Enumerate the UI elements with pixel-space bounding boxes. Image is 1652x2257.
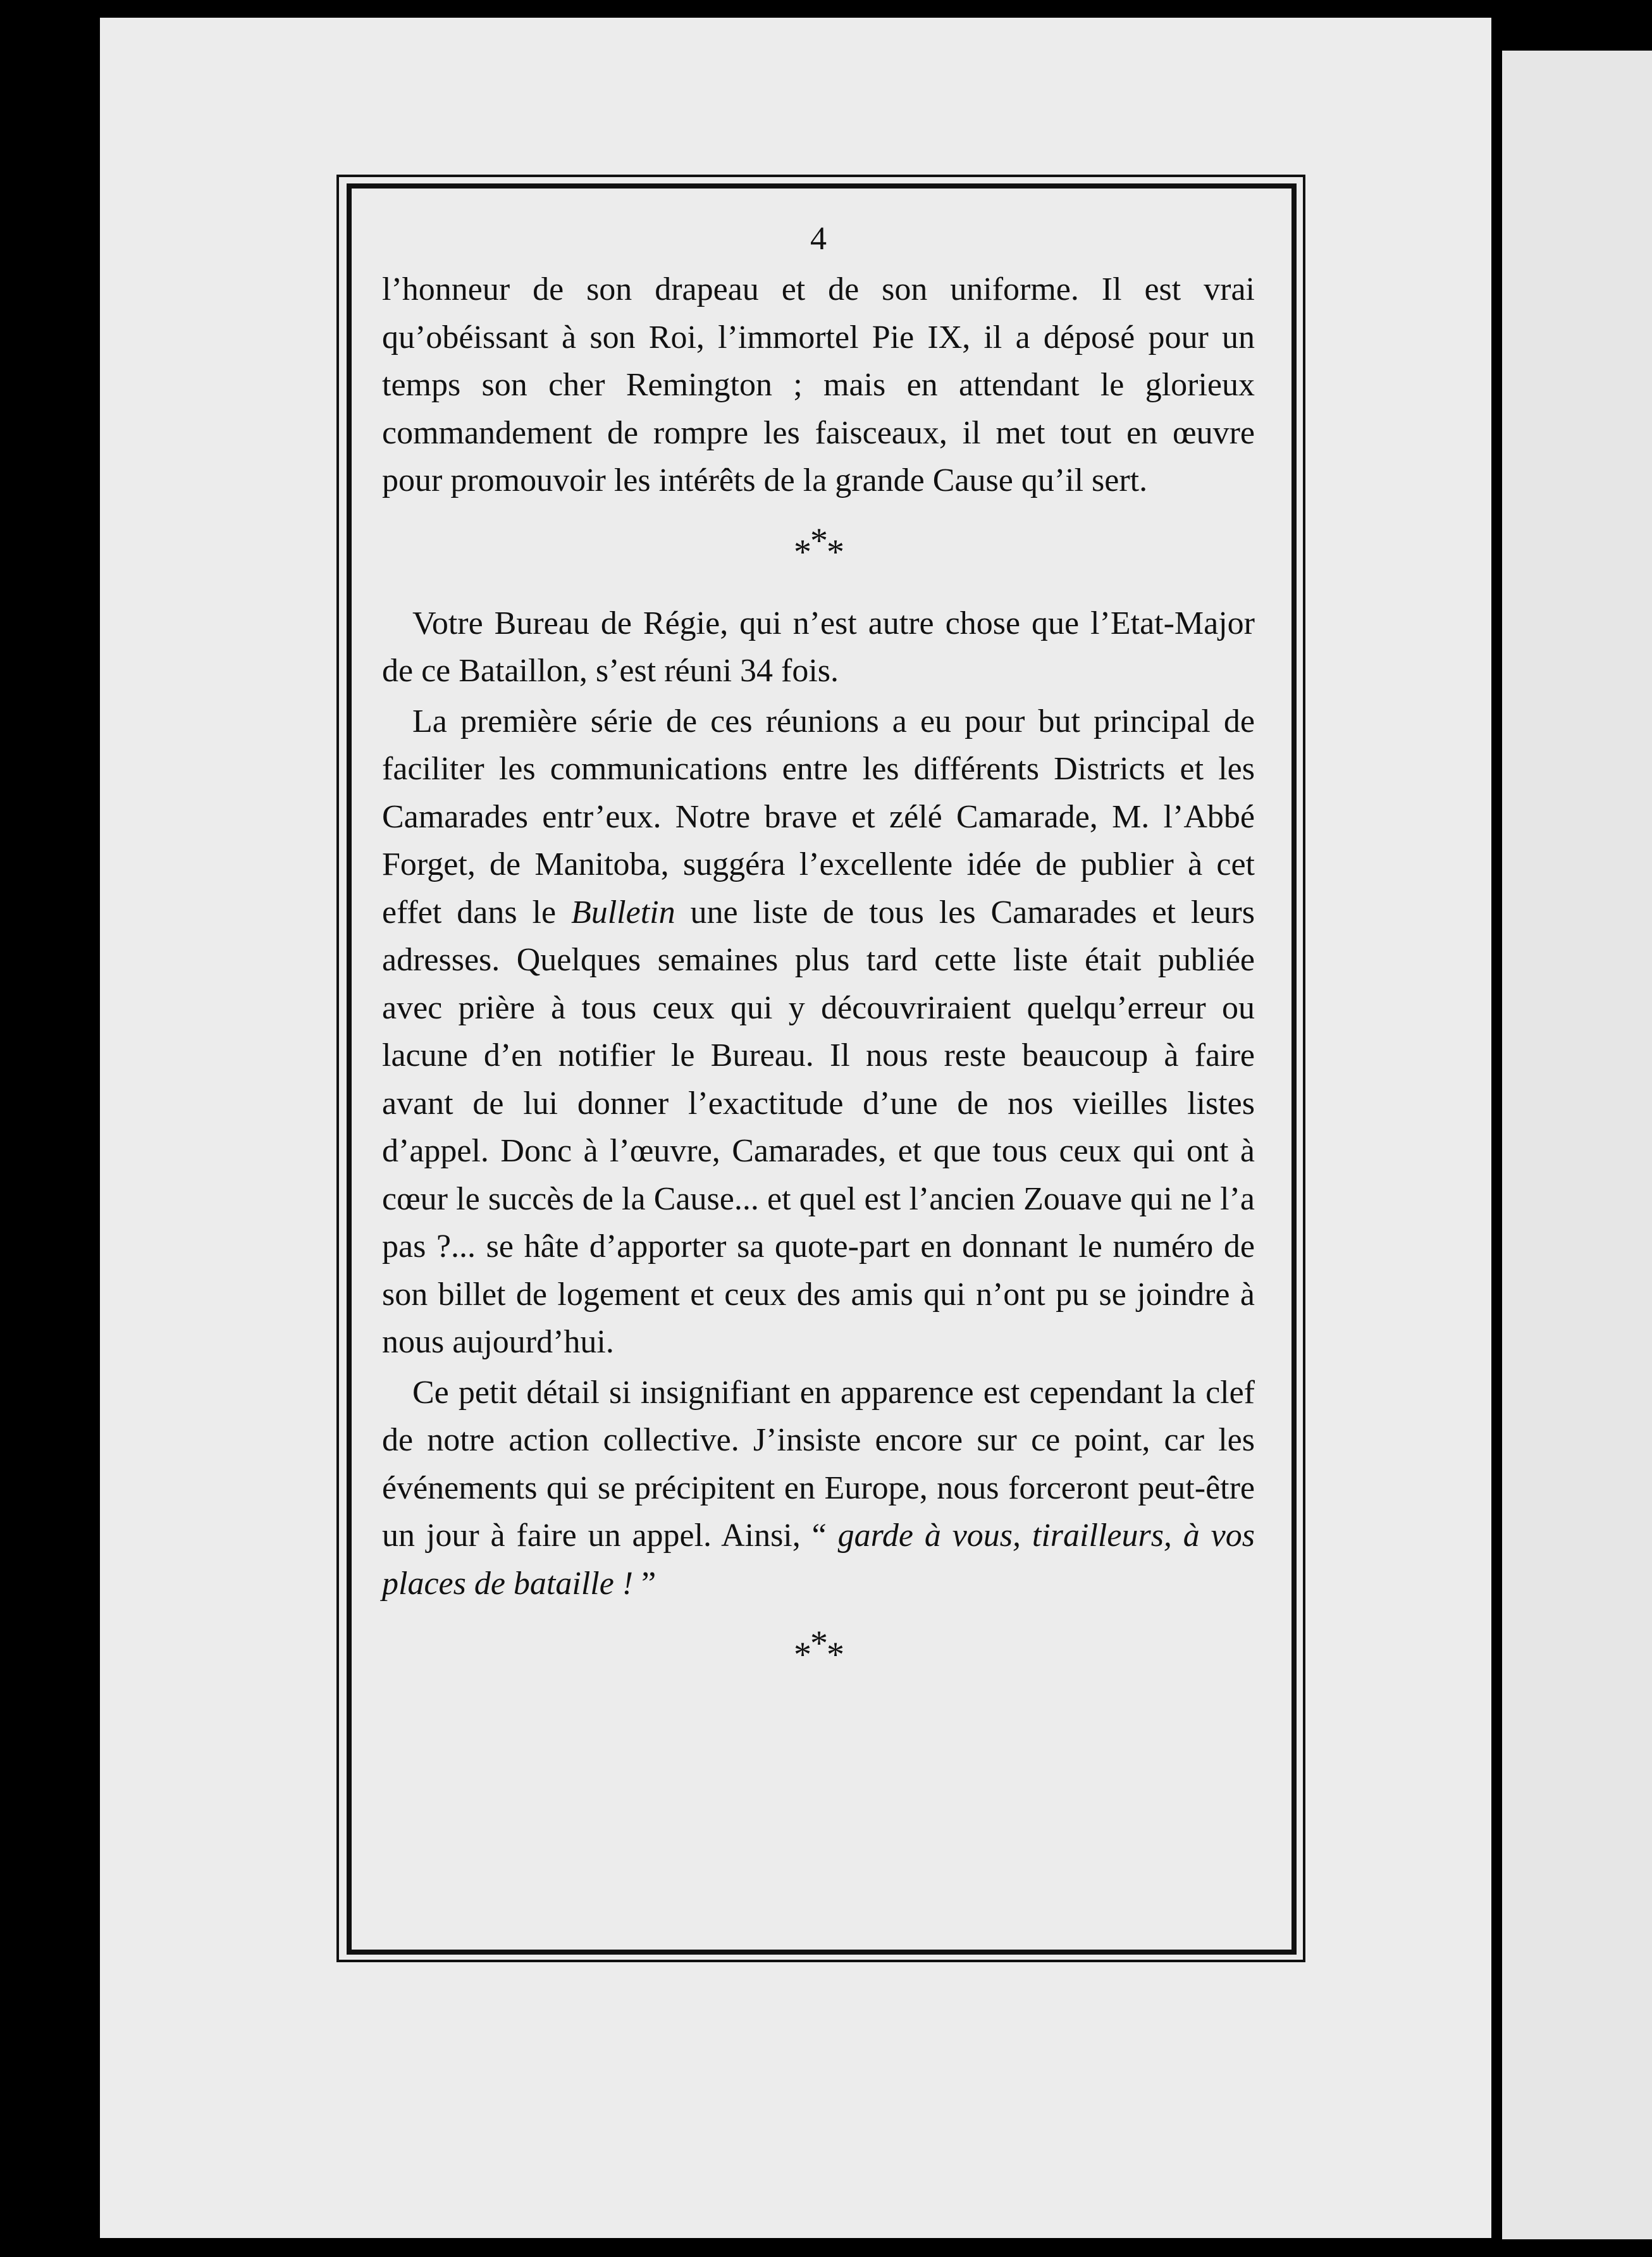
page-number: 4 <box>810 221 827 257</box>
paragraph-4-text-a: Ce petit détail si insignifiant en apparence est cependant la clef de notre action collective. J’insiste encore sur ce point, car les événements qui se précipitent en Europe, nous forceront peut-être un jour à faire un appel. Ainsi, “ <box>382 1374 1255 1554</box>
asterism-separator-1 <box>382 505 1255 600</box>
asterisk-left: * <box>794 532 810 572</box>
asterisk-left: * <box>794 1635 810 1674</box>
paragraph-4 <box>382 1369 1255 1608</box>
paragraph-4-text-b: ” <box>633 1565 656 1602</box>
asterisk-middle: * <box>810 521 827 560</box>
paragraph-2: Votre Bureau de Régie, qui n’est autre chose que l’Etat-Major de ce Bataillon, s’est réuni 34 fois. <box>382 605 1255 689</box>
paragraph-3-text-a: La première série de ces réunions a eu pour but principal de faciliter les communications entre les différents Districts et les Camarades entr’eux. Notre brave et zélé Camarade, M. l’Abbé Forget, de Manitoba, suggéra l’excellente idée de publier à cet effet dans le <box>382 703 1255 931</box>
bulletin-italic: Bulletin <box>570 894 675 931</box>
paragraph-3 <box>382 698 1255 1366</box>
asterism-separator-2 <box>382 1607 1255 1702</box>
asterisk-middle: * <box>810 1624 827 1663</box>
paragraph-3-text-b: une liste de tous les Camarades et leurs adresses. Quelques semaines plus tard cette liste était publiée avec prière à tous ceux qui y découvriraient quelqu’erreur ou lacune d’en notifier le Bureau. Il nous reste beaucoup à faire avant de lui donner l’exactitude d’une de nos vieilles listes d’appel. Donc à l’œuvre, Camarades, et que tous ceux qui ont à cœur le succès de la Cause... et quel est l’ancien Zouave qui ne l’a pas ?... se hâte d’apporter sa quote-part en donnant le numéro de son billet de logement et ceux des amis qui n’ont pu se joindre à nous aujourd’hui. <box>382 894 1255 1360</box>
paragraph-1: l’honneur de son drapeau et de son uniforme. Il est vrai qu’obéissant à son Roi, l’immortel Pie IX, il a déposé pour un temps son cher Remington ; mais en attendant le glorieux commandement de rompre les faisceaux, il met tout en œuvre pour promouvoir les intérêts de la grande Cause qu’il sert. <box>382 271 1255 498</box>
adjacent-page-edge <box>1502 51 1652 2239</box>
quote-italic: garde à vous, tirailleurs, à vos places de bataille ! <box>382 1518 1255 1602</box>
asterisk-right: * <box>827 532 843 572</box>
page-body <box>382 212 1255 1702</box>
asterisk-right: * <box>827 1635 843 1674</box>
